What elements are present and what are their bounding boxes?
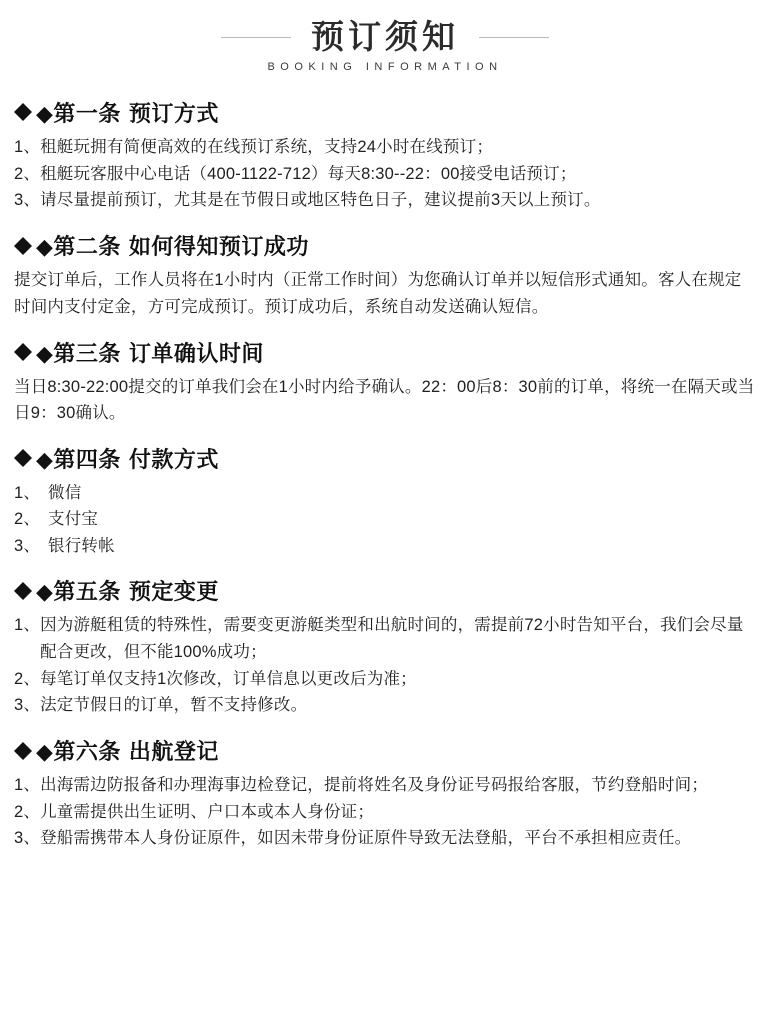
list-item-text: 法定节假日的订单，暂不支持修改。 — [40, 696, 308, 715]
list-item — [14, 612, 756, 665]
list-item — [14, 799, 756, 826]
section-title: 如何得知预订成功 — [128, 234, 309, 260]
list-item-text: 儿童需提供出生证明、户口本或本人身份证； — [40, 802, 375, 821]
list-item — [14, 134, 756, 161]
section-paragraph: 提交订单后，工作人员将在1小时内（正常工作时间）为您确认订单并以短信形式通知。客人在规定时间内支付定金，方可完成预订。预订成功后，系统自动发送确认短信。 — [14, 271, 742, 316]
list-item-text: 因为游艇租赁的特殊性，需要变更游艇类型和出航时间的，需提前72小时告知平台，我们会尽量配合更改，但不能100%成功； — [40, 616, 744, 661]
section-number: ◆第四条 — [36, 446, 121, 472]
section-number: ◆第二条 — [36, 234, 121, 260]
list-item-text: 微信 — [48, 483, 82, 502]
list-item-number: 2、 — [14, 164, 41, 183]
document-header — [14, 0, 756, 81]
diamond-bullet-icon — [14, 228, 32, 246]
section-number: ◆第五条 — [36, 579, 121, 605]
section-heading — [14, 443, 756, 474]
header-inner — [267, 18, 502, 73]
list-item-number: 1、 — [14, 616, 41, 635]
list-item-text: 银行转帐 — [48, 536, 115, 555]
section-title: 出航登记 — [128, 739, 219, 765]
list-item — [14, 692, 756, 719]
section-title: 预订方式 — [128, 100, 219, 126]
section-list — [14, 772, 756, 852]
list-item — [14, 480, 756, 506]
section-heading — [14, 230, 756, 261]
list-item-number: 1、 — [14, 137, 41, 156]
list-item-number: 1、 — [14, 776, 41, 795]
section-paragraph: 当日8:30-22:00提交的订单我们会在1小时内给予确认。22：00后8：30前的订单，将统一在隔天或当日9：30确认。 — [14, 377, 755, 423]
list-item-text: 支付宝 — [48, 510, 99, 529]
list-item-number: 3、 — [14, 696, 41, 715]
list-item — [14, 825, 756, 852]
section-booking-changes — [14, 575, 756, 719]
diamond-bullet-icon — [14, 573, 32, 591]
section-number: ◆第一条 — [36, 100, 121, 126]
section-title: 付款方式 — [128, 446, 219, 472]
list-item-text: 租艇玩客服中心电话（400-1122-712）每天8:30--22：00接受电话预订； — [40, 164, 577, 183]
section-number: ◆第三条 — [36, 340, 121, 366]
list-item-text: 登船需携带本人身份证原件，如因未带身份证原件导致无法登船，平台不承担相应责任。 — [40, 829, 692, 848]
diamond-bullet-icon — [14, 440, 32, 458]
list-item — [14, 187, 756, 214]
list-item-text: 请尽量提前预订，尤其是在节假日或地区特色日子，建议提前3天以上预订。 — [40, 191, 601, 210]
section-confirmation-time — [14, 337, 756, 427]
section-list — [14, 480, 756, 559]
diamond-bullet-icon — [14, 733, 32, 751]
list-item-text: 出海需边防报备和办理海事边检登记，提前将姓名及身份证号码报给客服，节约登船时间； — [40, 776, 709, 795]
section-title: 订单确认时间 — [128, 340, 264, 366]
list-item-text: 租艇玩拥有简便高效的在线预订系统，支持24小时在线预订； — [40, 137, 494, 156]
list-item — [14, 161, 756, 188]
section-list — [14, 134, 756, 214]
section-heading — [14, 575, 756, 606]
list-item-text: 每笔订单仅支持1次修改，订单信息以更改后为准； — [40, 669, 417, 688]
section-departure-registration — [14, 735, 756, 852]
section-heading — [14, 735, 756, 766]
list-item-number: 2、 — [14, 802, 41, 821]
list-item — [14, 506, 756, 532]
header-subtitle-wrap — [267, 61, 502, 73]
list-item — [14, 533, 756, 559]
list-item-number: 1、 — [14, 483, 41, 502]
section-heading — [14, 337, 756, 368]
section-number: ◆第六条 — [36, 739, 121, 765]
section-heading — [14, 97, 756, 128]
list-item-number: 3、 — [14, 536, 41, 555]
section-list — [14, 612, 756, 719]
section-payment-methods — [14, 443, 756, 559]
section-confirmation-notice — [14, 230, 756, 320]
list-item-number: 2、 — [14, 669, 41, 688]
diamond-bullet-icon — [14, 334, 32, 352]
section-title: 预定变更 — [128, 579, 219, 605]
section-booking-method — [14, 97, 756, 214]
diamond-bullet-icon — [14, 94, 32, 112]
page-subtitle: BOOKING INFORMATION — [267, 60, 503, 73]
page-title: 预订须知 — [293, 18, 477, 56]
list-item-number: 2、 — [14, 510, 41, 529]
list-item — [14, 666, 756, 693]
list-item — [14, 772, 756, 799]
list-item-number: 3、 — [14, 191, 41, 210]
list-item-number: 3、 — [14, 829, 41, 848]
